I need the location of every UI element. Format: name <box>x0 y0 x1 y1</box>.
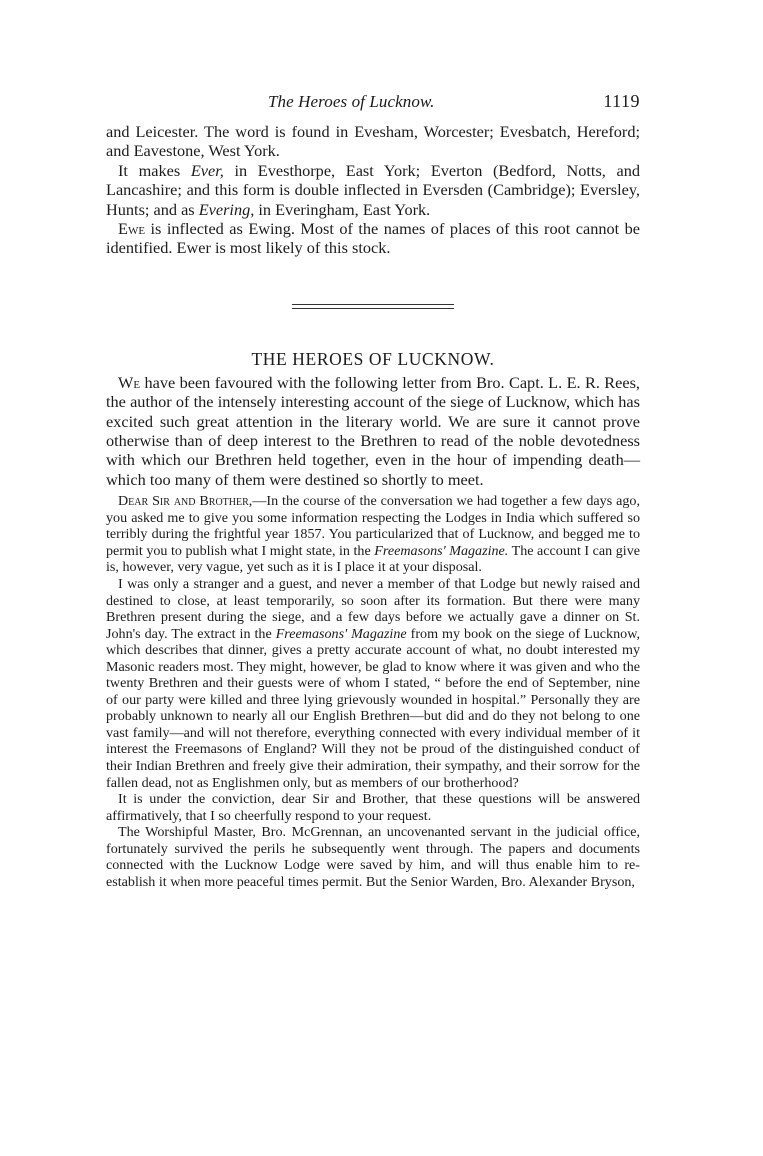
running-title: The Heroes of Lucknow. <box>268 92 435 111</box>
running-head <box>106 92 640 122</box>
section-divider <box>292 304 454 309</box>
continued-section <box>106 122 640 258</box>
continued-paragraph-3: Ewe is inflected as Ewing. Most of the names of places of this root cannot be identified. Ewer is most likely of this stock. <box>106 219 640 258</box>
page <box>106 92 640 890</box>
continued-paragraph-1: and Leicester. The word is found in Evesham, Worcester; Evesbatch, Hereford; and Eavestone, West York. <box>106 122 640 161</box>
letter-body <box>106 493 640 890</box>
letter-salutation: Dear Sir and Brother, <box>118 493 253 510</box>
letter-paragraph-1: Dear Sir and Brother,—In the course of the conversation we had together a few days ago, you asked me to give you some information respecting the Lodges in India which suffered so terribly during the frightful year 1857. You particularized that of Lucknow, and begged me to permit you to publish what I might state, in the Freemasons' Magazine. The account I can give is, however, very vague, yet such as it is I place it at your disposal. <box>106 493 640 576</box>
article-intro <box>106 373 640 489</box>
page-number: 1119 <box>603 91 640 111</box>
letter-paragraph-2: I was only a stranger and a guest, and never a member of that Lodge but newly raised and destined to close, at least temporarily, so soon after its formation. But there were many Brethren present during the siege, and a few days before we actually gave a dinner on St. John's day. The extract in the Freemasons' Magazine from my book on the siege of Lucknow, which describes that dinner, gives a pretty accurate account of what, no doubt interested my Masonic readers most. They might, however, be glad to know where it was given and who the twenty Brethren and their guests were of whom I stated, “ before the end of September, nine of our party were killed and three lying grievously wounded in hospital.” Personally they are probably unknown to nearly all our English Brethren—but did and do they not belong to one vast family—and will not therefore, everything connected with every individual member of it interest the Freemasons of England? Will they not be proud of the distinguished conduct of their Indian Brethren and freely give their admiration, their sympathy, and their sorrow for the fallen dead, not as Englishmen only, but as members of our brotherhood? <box>106 576 640 791</box>
letter-paragraph-3: It is under the conviction, dear Sir and Brother, that these questions will be answered affirmatively, that I so cheerfully respond to your request. <box>106 791 640 824</box>
intro-paragraph: We have been favoured with the following letter from Bro. Capt. L. E. R. Rees, the author of the intensely interesting account of the siege of Lucknow, which has excited such great attention in the literary world. We are sure it cannot prove otherwise than of deep interest to the Brethren to read of the noble devotedness with which our Brethren held together, even in the hour of impending death—which too many of them were destined so shortly to meet. <box>106 372 640 489</box>
continued-paragraph-2: It makes Ever, in Evesthorpe, East York; Everton (Bedford, Notts, and Lancashire; and this form is double inflected in Eversden (Cambridge); Eversley, Hunts; and as Evering, in Everingham, East York. <box>106 160 641 219</box>
letter-paragraph-4: The Worshipful Master, Bro. McGrennan, an uncovenanted servant in the judicial office, fortunately survived the perils he subsequently went through. The papers and documents connected with the Lucknow Lodge were saved by him, and will thus enable him to re-establish it when more peaceful times permit. But the Senior Warden, Bro. Alexander Bryson, <box>106 824 640 890</box>
article-title: THE HEROES OF LUCKNOW. <box>251 348 495 369</box>
